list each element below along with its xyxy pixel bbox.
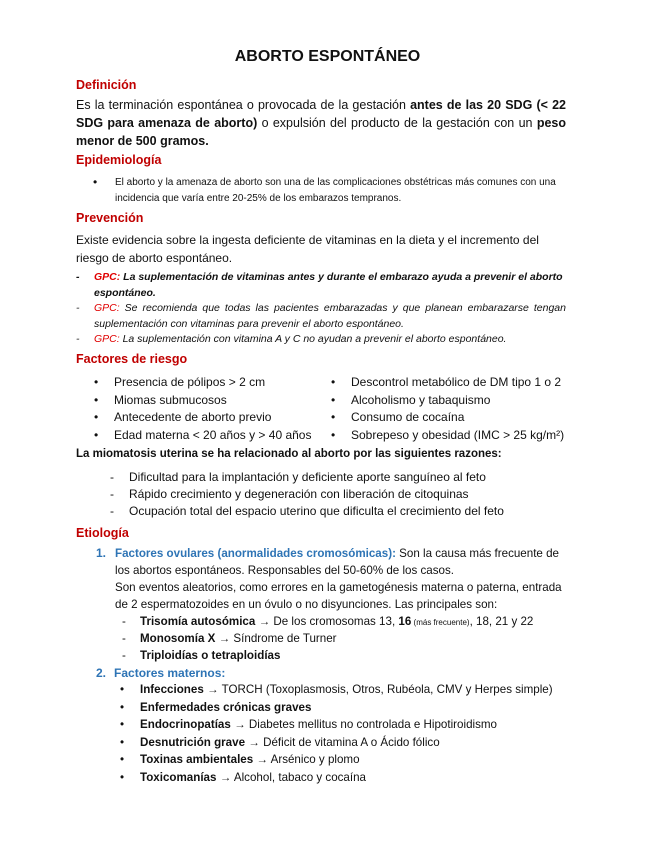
maternos-item: Infecciones → TORCH (Toxoplasmosis, Otros, Rubéola, CMV y Herpes simple) bbox=[140, 683, 553, 696]
miomatosis-list: - Dificultad para la implantación y deficiente aporte sanguíneo al feto - Rápido crecimiento y degeneración con liberación de citoquinas - Ocupación total del espacio uterino que dificulta el crecimiento del feto bbox=[110, 470, 504, 518]
mioma-item: Ocupación total del espacio uterino que dificulta el crecimiento del feto bbox=[129, 504, 504, 518]
factores-columns: • Presencia de pólipos > 2 cm • Miomas submucosos • Antecedente de aborto previo • Edad materna < 20 años y > 40 años • Descontrol metabólico de DM tipo 1 o 2 • Alcoholismo y tabaquismo • Consumo de cocaína • Sobrepeso y obesidad (IMC > 25 kg/m²) bbox=[94, 375, 565, 442]
maternos-item: Enfermedades crónicas graves bbox=[140, 700, 312, 714]
risk-item: Edad materna < 20 años y > 40 años bbox=[114, 427, 312, 442]
text: Es la terminación espontánea o provocada de la gestación bbox=[76, 98, 411, 112]
list-number: 2. bbox=[96, 666, 107, 680]
gpc-text: Se recomienda que todas las pacientes embarazadas y que planean embarazarse tengan suplementación con vitaminas para prevenir el aborto espontáneo. bbox=[94, 302, 566, 330]
maternos-item: Toxinas ambientales → Arsénico y plomo bbox=[140, 753, 360, 766]
risk-item: Alcoholismo y tabaquismo bbox=[351, 392, 491, 407]
ovulares-item: Triploidías o tetraploidías bbox=[140, 649, 281, 662]
maternos-item: Toxicomanías → Alcohol, tabaco y cocaína bbox=[140, 770, 367, 784]
maternos-item: Endocrinopatías → Diabetes mellitus no controlada e Hipotiroidismo bbox=[140, 718, 497, 731]
risk-item: Presencia de pólipos > 2 cm bbox=[114, 375, 266, 389]
ovulares-section bbox=[96, 545, 566, 613]
bold-text: antes de las 20 SDG (< 22 SDG para amenaza de aborto) bbox=[76, 98, 566, 130]
gpc-text: La suplementación con vitamina A y C no ayudan a prevenir el aborto espontáneo. bbox=[119, 333, 507, 345]
definicion-paragraph bbox=[76, 96, 566, 150]
list-number: 1. bbox=[96, 546, 107, 560]
heading-factores: Factores de riesgo bbox=[76, 352, 188, 366]
miomatosis-heading: La miomatosis uterina se ha relacionado al aborto por las siguientes razones: bbox=[76, 448, 502, 460]
ovulares-label: Factores ovulares (anormalidades cromosómicas): bbox=[115, 547, 396, 560]
prevencion-paragraph: Existe evidencia sobre la ingesta deficiente de vitaminas en la dieta y el incremento del riesgo de aborto espontáneo. bbox=[76, 233, 539, 265]
text: o expulsión del producto de la gestación con un bbox=[257, 116, 537, 130]
maternos-list: • Infecciones → TORCH (Toxoplasmosis, Otros, Rubéola, CMV y Herpes simple) • Enfermedades crónicas graves • Endocrinopatías → Diabetes mellitus no controlada e Hipotiroidismo • Desnutrición grave → Déficit de vitamina A o Ácido fólico • Toxinas ambientales → Arsénico y plomo • Toxicomanías → Alcohol, tabaco y cocaína bbox=[120, 683, 553, 784]
ovulares-text: Son eventos aleatorios, como errores en la gametogénesis materna o paterna, entrada de 2 espermatozoides en un óvulo o no disyunciones. Las principales son: bbox=[115, 581, 562, 611]
ovulares-item: Monosomía X → Síndrome de Turner bbox=[140, 632, 337, 645]
ovulares-text: Son la causa más frecuente de los abortos espontáneos. Responsables del 50-60% de los casos. bbox=[115, 547, 559, 577]
bold-text: peso menor de 500 gramos. bbox=[76, 116, 566, 148]
risk-item: Antecedente de aborto previo bbox=[114, 410, 272, 424]
ovulares-item: Trisomía autosómica → De los cromosomas 13, 16 (más frecuente), 18, 21 y 22 bbox=[140, 615, 534, 628]
page-title: ABORTO ESPONTÁNEO bbox=[234, 48, 421, 65]
heading-etiologia: Etiología bbox=[76, 526, 129, 540]
heading-epidemiologia: Epidemiología bbox=[76, 153, 162, 167]
epidemiologia-item bbox=[95, 175, 565, 207]
risk-item: Consumo de cocaína bbox=[351, 410, 465, 424]
gpc-list bbox=[76, 270, 566, 348]
gpc-label: GPC: bbox=[94, 271, 121, 283]
gpc-label: GPC: bbox=[94, 333, 120, 345]
gpc-label: GPC: bbox=[94, 302, 120, 314]
gpc-item: - GPC: Se recomienda que todas las pacientes embarazadas y que planean embarazarse tengan suplementación con vitaminas para prevenir el aborto espontáneo. bbox=[76, 302, 566, 330]
maternos-item: Desnutrición grave → Déficit de vitamina A o Ácido fólico bbox=[140, 735, 440, 749]
heading-definicion: Definición bbox=[76, 78, 137, 92]
bullet-text: El aborto y la amenaza de aborto son una de las complicaciones obstétricas más comunes con una incidencia que varía entre 20-25% de los embarazos tempranos. bbox=[115, 177, 556, 204]
risk-item: Sobrepeso y obesidad (IMC > 25 kg/m²) bbox=[351, 427, 565, 442]
gpc-text: La suplementación de vitaminas antes y durante el embarazo ayuda a prevenir el aborto espontáneo. bbox=[94, 271, 563, 299]
risk-item: Miomas submucosos bbox=[114, 392, 227, 407]
maternos-heading bbox=[96, 665, 586, 681]
mioma-item: Dificultad para la implantación y deficiente aporte sanguíneo al feto bbox=[129, 470, 486, 484]
gpc-item: - GPC: La suplementación con vitamina A y C no ayudan a prevenir el aborto espontáneo. bbox=[76, 333, 507, 345]
maternos-label: Factores maternos: bbox=[114, 666, 226, 680]
risk-item: Descontrol metabólico de DM tipo 1 o 2 bbox=[351, 375, 562, 389]
heading-prevencion: Prevención bbox=[76, 211, 144, 225]
mioma-item: Rápido crecimiento y degeneración con liberación de citoquinas bbox=[129, 487, 469, 501]
bullet-icon: • bbox=[93, 175, 98, 189]
ovulares-list: - Trisomía autosómica → De los cromosomas 13, 16 (más frecuente), 18, 21 y 22 - Monosomía X → Síndrome de Turner - Triploidías o tetraploidías bbox=[122, 615, 534, 662]
gpc-item: - GPC: La suplementación de vitaminas antes y durante el embarazo ayuda a prevenir el aborto espontáneo. bbox=[76, 271, 563, 299]
